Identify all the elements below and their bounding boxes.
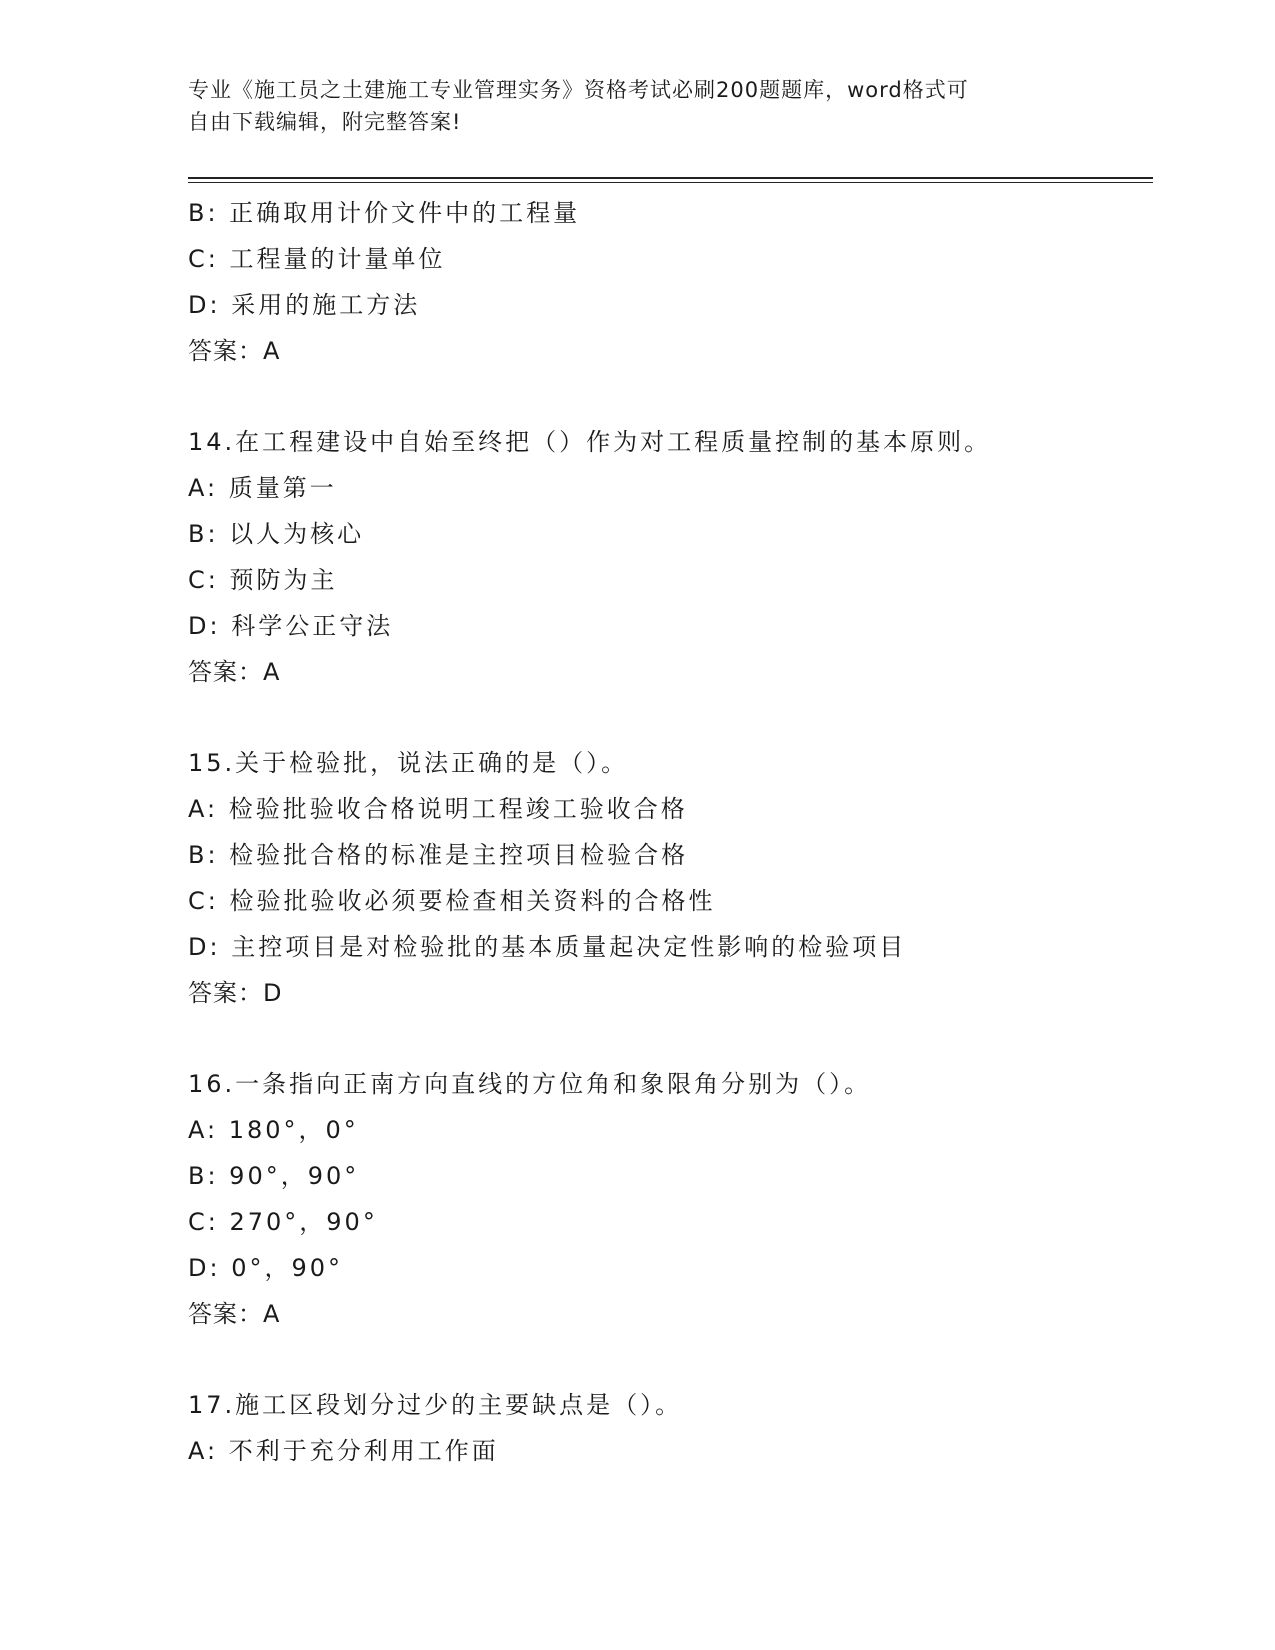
option-c: C: 工程量的计量单位 (188, 245, 446, 273)
option-b: B: 90°，90° (188, 1162, 360, 1190)
question-13-tail (188, 190, 1153, 374)
answer-line: 答案：D (188, 979, 283, 1007)
question-15 (188, 740, 1153, 1016)
answer-line: 答案：A (188, 1300, 281, 1328)
option-b: B: 正确取用计价文件中的工程量 (188, 199, 581, 227)
question-14 (188, 419, 1153, 695)
option-b: B: 检验批合格的标准是主控项目检验合格 (188, 841, 689, 869)
header-divider-thin (188, 182, 1153, 183)
question-17 (188, 1382, 1153, 1474)
option-b: B: 以人为核心 (188, 520, 365, 548)
option-d: D: 0°，90° (188, 1254, 344, 1282)
option-a: A: 180°，0° (188, 1116, 359, 1144)
question-spacer (188, 374, 1153, 419)
question-stem: 16.一条指向正南方向直线的方位角和象限角分别为（）。 (188, 1070, 872, 1098)
question-spacer (188, 1016, 1153, 1061)
option-d: D: 主控项目是对检验批的基本质量起决定性影响的检验项目 (188, 933, 907, 961)
question-spacer (188, 1337, 1153, 1382)
question-list (188, 190, 1153, 1474)
header-line-1: 专业《施工员之土建施工专业管理实务》资格考试必刷200题题库，word格式可 (188, 78, 969, 102)
header-divider-thick (188, 177, 1153, 179)
option-c: C: 预防为主 (188, 566, 338, 594)
option-d: D: 科学公正守法 (188, 612, 394, 640)
answer-line: 答案：A (188, 337, 281, 365)
option-c: C: 检验批验收必须要检查相关资料的合格性 (188, 887, 716, 915)
document-header (188, 74, 1088, 138)
answer-line: 答案：A (188, 658, 281, 686)
option-a: A: 检验批验收合格说明工程竣工验收合格 (188, 795, 688, 823)
question-stem: 15.关于检验批，说法正确的是（）。 (188, 749, 629, 777)
option-c: C: 270°，90° (188, 1208, 378, 1236)
option-d: D: 采用的施工方法 (188, 291, 421, 319)
option-a: A: 质量第一 (188, 474, 337, 502)
question-16 (188, 1061, 1153, 1337)
header-line-2: 自由下载编辑，附完整答案! (188, 110, 462, 134)
option-a: A: 不利于充分利用工作面 (188, 1437, 499, 1465)
question-spacer (188, 695, 1153, 740)
question-stem: 14.在工程建设中自始至终把（）作为对工程质量控制的基本原则。 (188, 428, 992, 456)
question-stem: 17.施工区段划分过少的主要缺点是（）。 (188, 1391, 683, 1419)
